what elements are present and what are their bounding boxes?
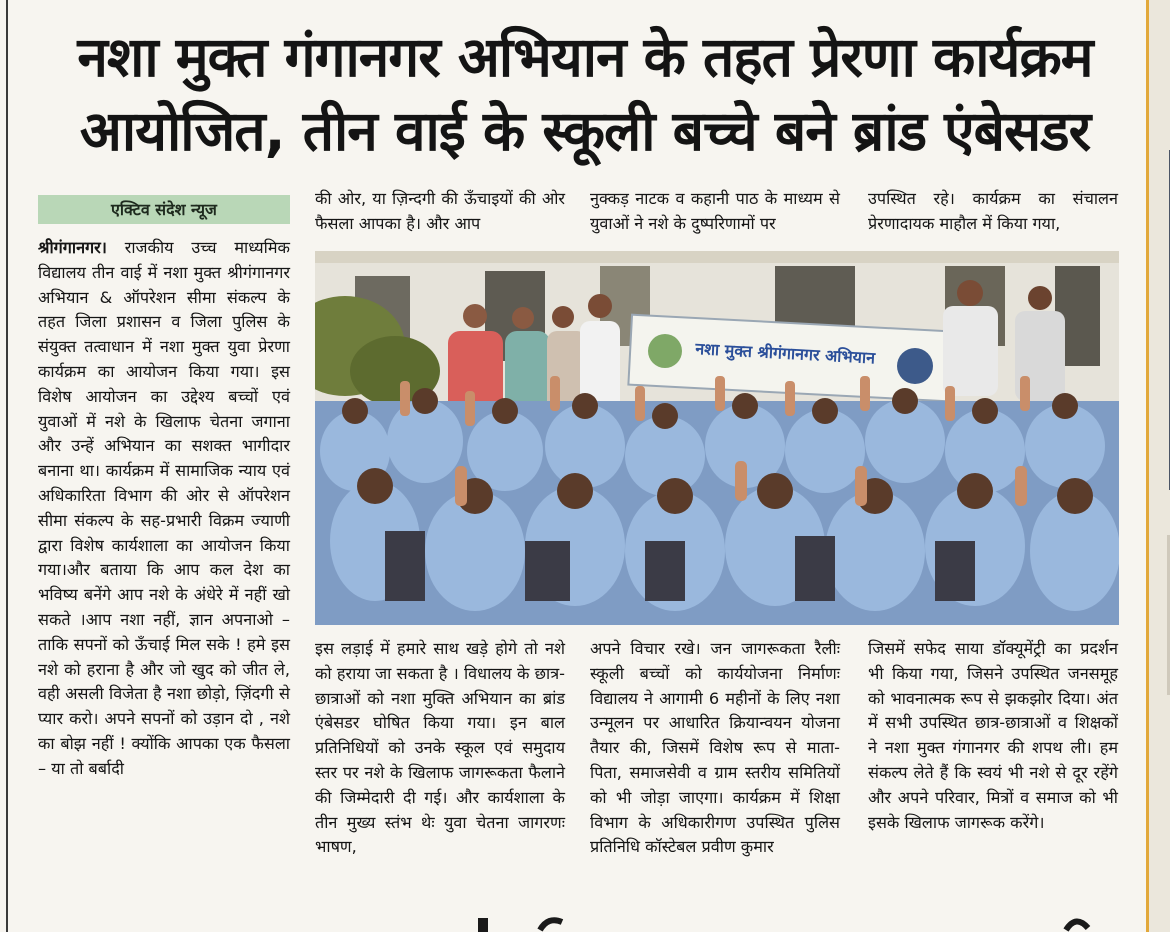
headline-line-1: नशा मुक्त गंगानगर अभियान के तहत प्रेरणा कार्यक्रम — [77, 25, 1093, 89]
article-column-1 — [38, 236, 290, 782]
adjacent-article-strip — [1146, 0, 1170, 932]
article-column-4-top: उपस्थित रहे। कार्यक्रम का संचालन प्रेरणादायक माहौल में किया गया, — [868, 189, 1118, 233]
article-column-4-bottom: जिसमें सफेद साया डॉक्यूमेंट्री का प्रदर्शन भी किया गया, जिसने उपस्थित जनसमूह को भावनात्मक रूप से झकझोर दिया। अंत में सभी उपस्थित छात्र-छात्राओं व शिक्षकों ने नशा मुक्त गंगानगर की शपथ ली। हम संकल्प लेते हैं कि स्वयं भी नशे से दूर रहेंगे और अपने परिवार, मित्रों व समाज को भी इसके खिलाफ जागरूक करेंगे। — [868, 639, 1118, 832]
headline-line-2: आयोजित, तीन वाई के स्कूली बच्चे बने ब्रांड एंबेसडर — [79, 99, 1091, 163]
event-photo — [315, 251, 1119, 625]
article-column-3-top: नुक्कड़ नाटक व कहानी पाठ के माध्यम से युवाओं ने नशे के दुष्परिणामों पर — [590, 189, 840, 233]
article-column-2-bottom: इस लड़ाई में हमारे साथ खड़े होगे तो नशे को हराया जा सकता है । विधालय के छात्र-छात्राओं को नशा मुक्ति अभियान का ब्रांड एंबेसडर घोषित किया गया। इन बाल प्रतिनिधियों को उनके स्कूल एवं समुदाय स्तर पर नशे के खिलाफ जागरूकता फैलाने की जिम्मेदारी दी गई। और कार्यशाला के तीन मुख्य स्तंभ थेः युवा चेतना जागरणः भाषण, — [315, 639, 565, 857]
headline — [30, 20, 1140, 168]
next-headline-fragment-2 — [1062, 912, 1092, 932]
banner-text: नशा मुक्त श्रीगंगानगर अभियान — [694, 339, 876, 368]
article-column-2-top: की ओर, या ज़िन्दगी की ऊँचाइयों की ओर फैसला आपका है। और आप — [315, 189, 565, 233]
byline: एक्टिव संदेश न्यूज — [38, 195, 290, 224]
column-1-text: राजकीय उच्च माध्यमिक विद्यालय तीन वाई में नशा मुक्त श्रीगंगानगर अभियान & ऑपरेशन सीमा संकल्प के तहत जिला प्रशासन व जिला पुलिस के संयुक्त तत्वाधान में नशा मुक्त युवा प्रेरणा कार्यक्रम का आयोजन किया गया। इस विशेष आयोजन का उद्देश्य बच्चों एवं युवाओं में नशे के खिलाफ चेतना जगाना और उन्हें अभियान का सशक्त भागीदार बनाना था। कार्यक्रम में सामाजिक न्याय एवं अधिकारिता विभाग की ओर से ऑपरेशन सीमा संकल्प के सह-प्रभारी विक्रम ज्याणी द्वारा विशेष कार्यशाला का आयोजन किया गया।और बताया कि आप कल देश का भविष्य बनेंगे आप नशे के अंधेरे में नहीं खो सकते ।आप नशा नहीं, ज्ञान अपनाओ – ताकि सपनों को ऊँचाई मिल सके ! हमे इस नशे को हराना है और जो खुद को जीत ले, वही असली विजेता है नशा छोड़ो, ज़िंदगी से प्यार करो। अपने सपनों को उड़ान दो , नशे का बोझ नहीं ! क्योंकि आपका एक फैसला – या तो बर्बादी — [38, 238, 290, 778]
left-column-rule — [6, 0, 8, 932]
dateline: श्रीगंगानगर। — [38, 238, 107, 257]
event-photo-illustration — [315, 251, 1119, 625]
next-headline-fragment — [470, 912, 590, 932]
article-column-3-bottom: अपने विचार रखे। जन जागरूकता रैलीः स्कूली बच्चों को कार्ययोजना निर्माणः विद्यालय ने आगामी 6 महीनों के लिए नशा उन्मूलन पर आधारित क्रियान्वयन योजना तैयार की, जिसमें विशेष रूप से माता-पिता, समाजसेवी व ग्राम स्तरीय समितियों को भी जोड़ा जाएगा। कार्यक्रम में शिक्षा विभाग के अधिकारीगण उपस्थित पुलिस प्रतिनिधि कॉस्टेबल प्रवीण कुमार — [590, 639, 840, 857]
